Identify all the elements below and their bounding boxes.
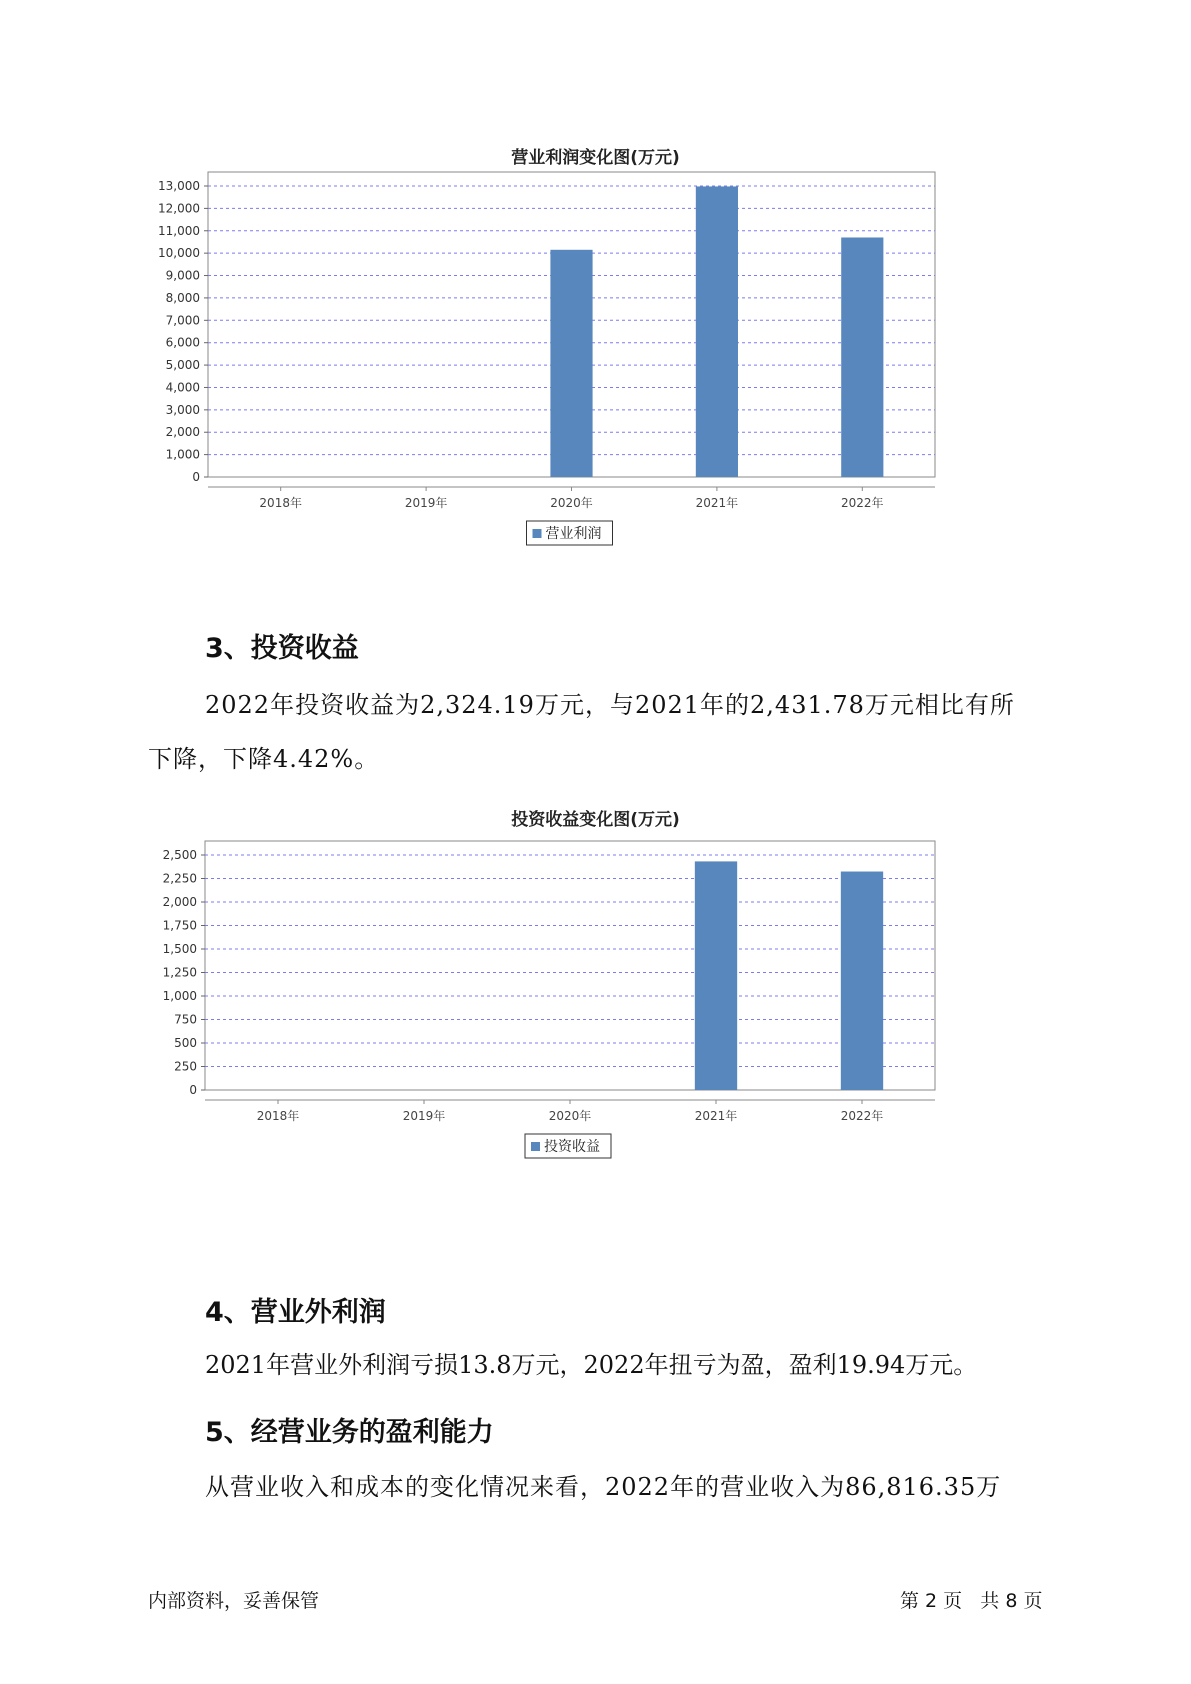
y-tick-label: 13,000 — [158, 179, 200, 193]
y-tick-label: 8,000 — [165, 290, 200, 305]
y-tick-label: 7,000 — [165, 313, 200, 328]
section-4-line-1: 2021年营业外利润亏损13.8万元，2022年扭亏为盈，盈利19.94万元。 — [205, 1351, 978, 1379]
chart2-title: 投资收益变化图(万元) — [511, 810, 680, 830]
bar-2021年 — [695, 861, 737, 1090]
x-tick-label: 2018年 — [259, 496, 302, 510]
y-tick-label: 2,000 — [162, 895, 197, 909]
y-tick-label: 9,000 — [165, 268, 200, 283]
operating-profit-chart — [150, 170, 1030, 590]
section-3-line-2: 下降，下降4.42%。 — [148, 745, 380, 773]
y-tick-label: 0 — [189, 1083, 197, 1097]
section-4-heading: 4、营业外利润 — [205, 1297, 386, 1328]
section-5-line-1: 从营业收入和成本的变化情况来看，2022年的营业收入为86,816.35万 — [205, 1473, 1002, 1501]
y-tick-label: 1,000 — [162, 989, 197, 1003]
bar-2022年 — [841, 872, 883, 1090]
y-tick-label: 2,250 — [162, 871, 197, 886]
section-3-line-1: 2022年投资收益为2,324.19万元，与2021年的2,431.78万元相比有所 — [205, 691, 1015, 719]
x-tick-label: 2021年 — [695, 496, 739, 510]
y-tick-label: 1,250 — [162, 965, 197, 980]
x-tick-label: 2019年 — [402, 1109, 446, 1123]
y-tick-label: 750 — [174, 1012, 197, 1027]
y-tick-label: 4,000 — [165, 380, 200, 395]
y-tick-label: 1,500 — [162, 942, 197, 956]
legend-label: 营业利润 — [545, 526, 602, 542]
legend — [527, 521, 613, 545]
y-tick-label: 11,000 — [158, 223, 200, 238]
y-tick-label: 12,000 — [158, 201, 200, 216]
y-tick-label: 2,000 — [165, 425, 200, 440]
legend-label: 投资收益 — [544, 1139, 600, 1155]
section-3-heading: 3、投资收益 — [205, 633, 359, 664]
y-tick-label: 250 — [174, 1059, 197, 1074]
legend-swatch — [531, 1142, 540, 1151]
footer-page-number: 第 2 页 共 8 页 — [900, 1590, 1043, 1612]
y-tick-label: 500 — [174, 1036, 197, 1050]
x-tick-label: 2020年 — [550, 496, 593, 510]
section-5-heading: 5、经营业务的盈利能力 — [205, 1417, 494, 1448]
y-tick-label: 1,000 — [165, 447, 200, 462]
footer-confidential-note: 内部资料，妥善保管 — [148, 1590, 320, 1612]
legend — [525, 1134, 611, 1158]
bar-2021年 — [696, 186, 738, 477]
legend-swatch — [533, 529, 542, 538]
y-tick-label: 1,750 — [162, 918, 197, 933]
x-tick-label: 2022年 — [841, 496, 884, 510]
x-tick-label: 2018年 — [256, 1109, 300, 1123]
chart1-title: 营业利润变化图(万元) — [511, 148, 680, 168]
y-tick-label: 2,500 — [162, 848, 197, 862]
x-tick-label: 2022年 — [840, 1109, 884, 1123]
y-tick-label: 5,000 — [165, 358, 200, 373]
x-tick-label: 2021年 — [694, 1109, 738, 1123]
investment-income-chart — [150, 836, 1030, 1256]
x-tick-label: 2020年 — [548, 1109, 592, 1123]
x-tick-label: 2019年 — [404, 496, 448, 510]
y-tick-label: 0 — [192, 470, 200, 484]
y-tick-label: 10,000 — [158, 246, 200, 261]
bar-2022年 — [841, 237, 883, 477]
y-tick-label: 3,000 — [165, 402, 200, 417]
y-tick-label: 6,000 — [165, 335, 200, 350]
bar-2020年 — [550, 250, 592, 477]
